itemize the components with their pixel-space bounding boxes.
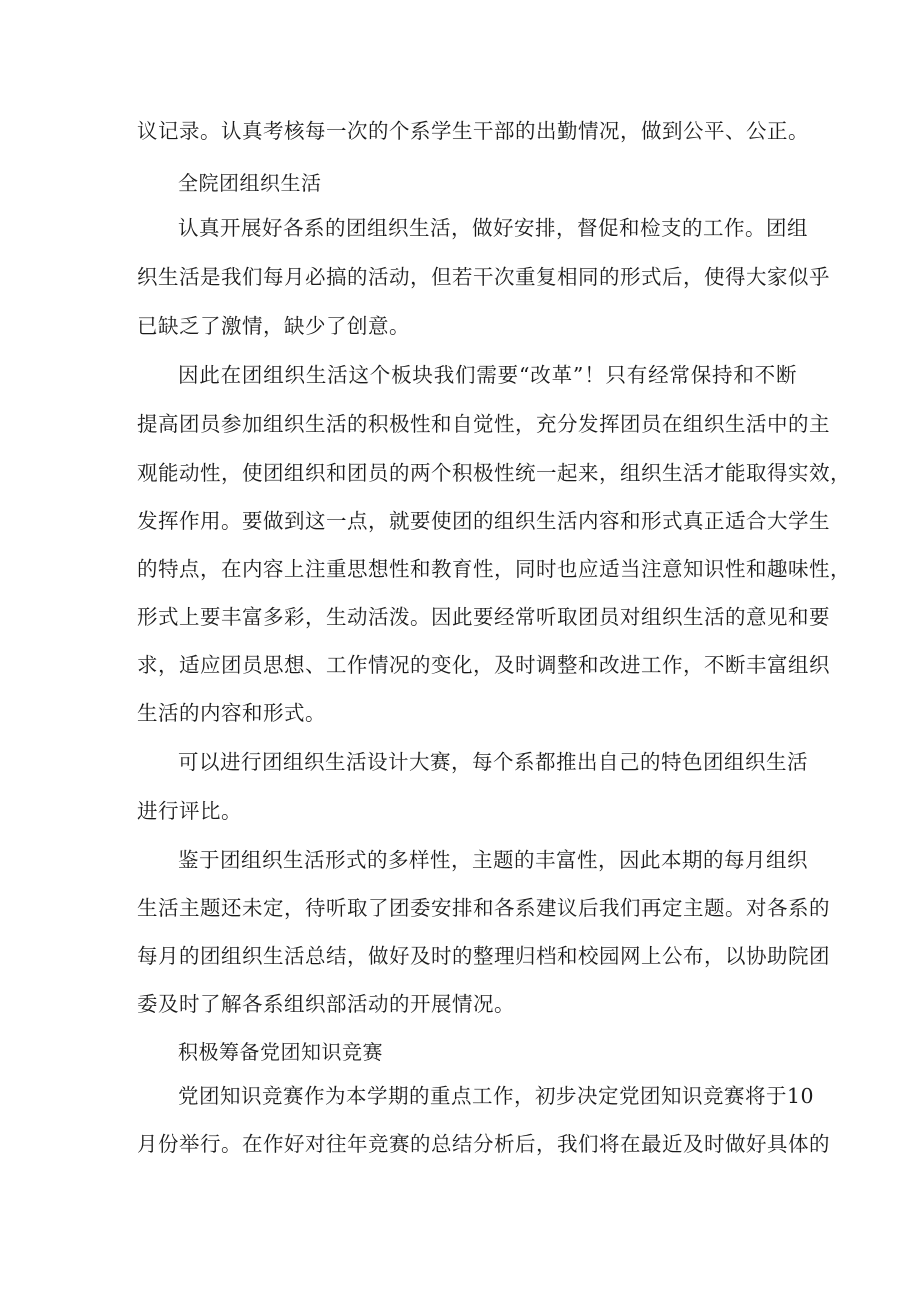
paragraph-line: 已缺乏了激情，缺少了创意。 [137, 314, 410, 338]
paragraph-line: 可以进行团组织生活设计大赛，每个系都推出自己的特色团组织生活 [178, 750, 808, 774]
paragraph-line: 求，适应团员思想、工作情况的变化，及时调整和改进工作，不断丰富组织 [137, 653, 830, 677]
section-heading: 全院团组织生活 [178, 171, 322, 195]
paragraph-line: 织生活是我们每月必搞的活动，但若干次重复相同的形式后，使得大家似乎 [137, 265, 830, 289]
paragraph-line: 议记录。认真考核每一次的个系学生干部的出勤情况，做到公平、公正。 [137, 119, 809, 143]
paragraph-line: 观能动性，使团组织和团员的两个积极性统一起来，组织生活才能取得实效， [137, 461, 851, 485]
paragraph-line: 月份举行。在作好对往年竞赛的总结分析后，我们将在最近及时做好具体的 [137, 1132, 830, 1156]
paragraph-line: 鉴于团组织生活形式的多样性，主题的丰富性，因此本期的每月组织 [178, 848, 808, 872]
paragraph-line: 因此在团组织生活这个板块我们需要“改革”！只有经常保持和不断 [178, 363, 797, 387]
paragraph-line: 每月的团组织生活总结，做好及时的整理归档和校园网上公布，以协助院团 [137, 944, 830, 968]
paragraph-line: 进行评比。 [137, 799, 242, 823]
paragraph-line: 提高团员参加组织生活的积极性和自觉性，充分发挥团员在组织生活中的主 [137, 412, 830, 436]
paragraph-line: 认真开展好各系的团组织生活，做好安排，督促和检支的工作。团组 [178, 216, 808, 240]
paragraph-line: 的特点，在内容上注重思想性和教育性，同时也应适当注意知识性和趣味性， [137, 557, 851, 581]
section-heading: 积极筹备党团知识竞赛 [178, 1040, 383, 1064]
paragraph-line: 形式上要丰富多彩，生动活泼。因此要经常听取团员对组织生活的意见和要 [137, 605, 830, 629]
paragraph-line: 生活主题还未定，待听取了团委安排和各系建议后我们再定主题。对各系的 [137, 896, 830, 920]
paragraph-line: 发挥作用。要做到这一点，就要使团的组织生活内容和形式真正适合大学生 [137, 509, 830, 533]
paragraph-line: 生活的内容和形式。 [137, 701, 326, 725]
paragraph-line: 党团知识竞赛作为本学期的重点工作，初步决定党团知识竞赛将于10 [178, 1084, 815, 1108]
paragraph-line: 委及时了解各系组织部活动的开展情况。 [137, 992, 515, 1016]
